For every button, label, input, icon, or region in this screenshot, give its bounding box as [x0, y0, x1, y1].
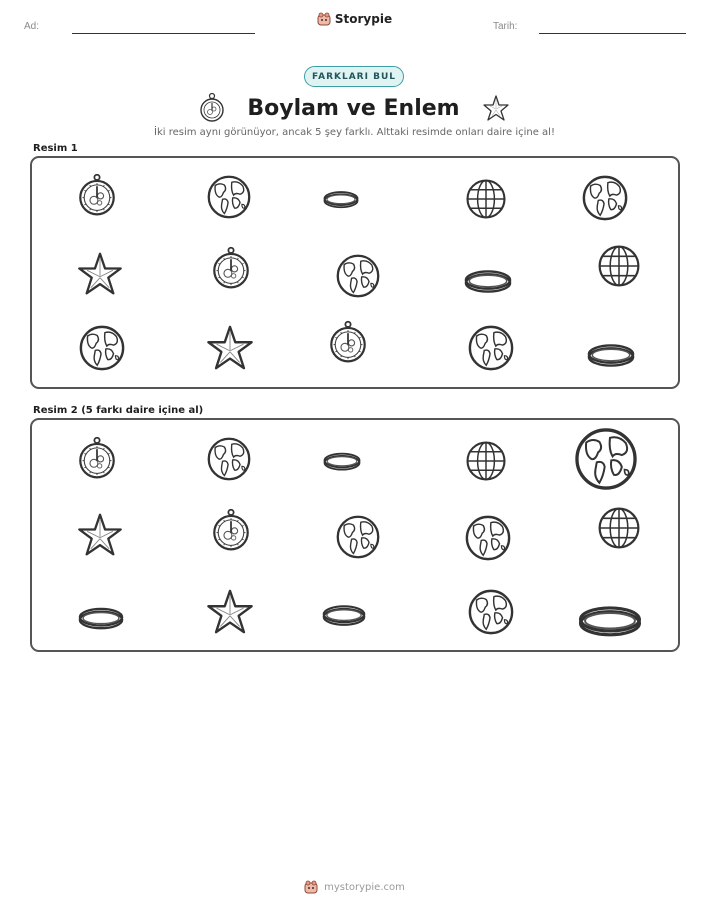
name-line[interactable]	[72, 33, 255, 34]
title-row	[0, 88, 709, 128]
brand	[0, 12, 709, 26]
compass-icon	[199, 92, 225, 124]
earth-icon[interactable]	[335, 514, 381, 560]
footer-url: mystorypie.com	[324, 881, 405, 893]
starfish-icon[interactable]	[77, 512, 123, 558]
storypie-logo-icon	[304, 880, 318, 894]
date-label: Tarih:	[493, 21, 518, 32]
compass-icon[interactable]	[75, 436, 119, 480]
earth-icon[interactable]	[467, 324, 515, 372]
instructions: İki resim aynı görünüyor, ancak 5 şey farklı. Alttaki resimde onları daire içine al!	[154, 127, 555, 138]
starfish-icon	[482, 94, 510, 122]
earth-icon[interactable]	[464, 514, 512, 562]
earth-icon[interactable]	[335, 253, 381, 299]
picture1-label: Resim 1	[33, 143, 78, 154]
earth-icon[interactable]	[206, 174, 252, 220]
page-title: Boylam ve Enlem	[247, 95, 460, 121]
ring-icon[interactable]	[464, 258, 512, 306]
earth-icon[interactable]	[78, 324, 126, 372]
compass-icon[interactable]	[209, 508, 253, 552]
starfish-icon[interactable]	[206, 324, 254, 372]
ring-icon[interactable]	[322, 594, 366, 638]
earth-icon[interactable]	[573, 426, 639, 492]
ring-icon[interactable]	[323, 182, 359, 218]
ring-icon[interactable]	[587, 332, 635, 380]
name-label: Ad:	[24, 21, 40, 32]
starfish-icon[interactable]	[77, 251, 123, 297]
grid-globe-icon[interactable]	[597, 506, 641, 550]
grid-globe-icon[interactable]	[465, 440, 507, 482]
footer	[0, 880, 709, 894]
activity-badge: FARKLARI BUL	[304, 66, 404, 87]
earth-icon[interactable]	[581, 174, 629, 222]
ring-icon[interactable]	[323, 443, 361, 481]
compass-icon[interactable]	[326, 320, 370, 364]
ring-icon[interactable]	[578, 590, 642, 654]
ring-icon[interactable]	[78, 596, 124, 642]
brand-name: Storypie	[334, 12, 393, 26]
storypie-logo-icon	[317, 12, 331, 26]
compass-icon[interactable]	[75, 173, 119, 217]
picture2-label: Resim 2 (5 farkı daire içine al)	[33, 405, 204, 416]
compass-icon[interactable]	[209, 246, 253, 290]
earth-icon[interactable]	[467, 588, 515, 636]
date-line[interactable]	[539, 33, 686, 34]
grid-globe-icon[interactable]	[597, 244, 641, 288]
grid-globe-icon[interactable]	[465, 178, 507, 220]
starfish-icon[interactable]	[206, 588, 254, 636]
earth-icon[interactable]	[206, 436, 252, 482]
